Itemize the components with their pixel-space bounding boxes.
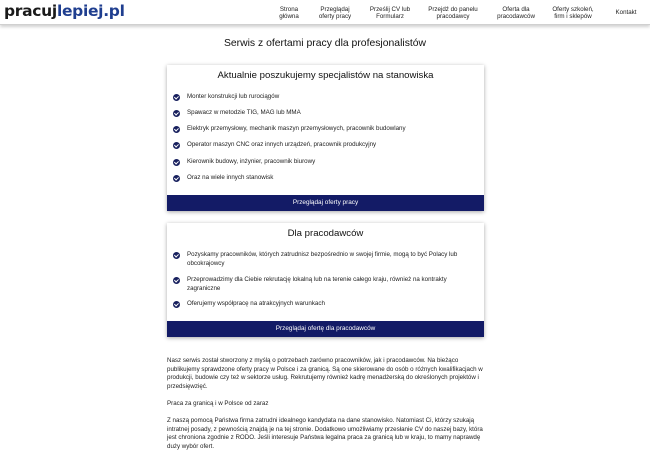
browse-jobs-button[interactable]: Przeglądaj oferty pracy [167, 195, 484, 211]
nav-home-line1: Strona [279, 6, 299, 13]
detail-paragraph: Z naszą pomocą Państwa firma zatrudni idealnego kandydata na dane stanowisko. Natomiast Ci, którzy szukają intratnej posady, z pewnością znajdą je na tej stronie. Dodatkowo umożliwiamy przesłanie CV do naszej bazy, która jest chroniona zgodnie z RODO. Jeśli interesuje Państwa legalna praca za granicą lub w kraju, to mamy naprawdę duży wybór ofert. [167, 417, 483, 450]
site-logo[interactable] [4, 2, 125, 20]
nav-employer-panel-line1: Przejdź do panelu [428, 6, 478, 13]
check-circle-icon [173, 277, 180, 284]
check-circle-icon [173, 301, 180, 308]
check-circle-icon [173, 142, 180, 149]
list-item-text: Operator maszyn CNC oraz innych urządzeń, pracownik produkcyjny [187, 141, 377, 148]
list-item-text: Elektryk przemysłowy, mechanik maszyn przemysłowych, pracownik budowlany [187, 125, 406, 132]
employer-offer-button[interactable]: Przeglądaj ofertę dla pracodawców [167, 321, 484, 337]
list-item-text: Pozyskamy pracowników, których zatrudnisz bezpośrednio w swojej firmie, mogą to być Polacy lub obcokrajowcy [187, 251, 458, 267]
check-circle-icon [173, 175, 180, 182]
list-item-text: Oraz na wiele innych stanowisk [187, 174, 274, 181]
section-subheading: Praca za granicą i w Polsce od zaraz [167, 400, 269, 407]
check-circle-icon [173, 159, 180, 166]
nav-browse-jobs[interactable] [312, 6, 358, 20]
nav-employer-offer-line1: Oferta dla [502, 6, 530, 13]
nav-employer-offer[interactable] [492, 6, 540, 20]
specialists-card [167, 65, 484, 211]
check-circle-icon [173, 126, 180, 133]
nav-home[interactable] [270, 6, 308, 20]
list-item-text: Spawacz w metodzie TIG, MAG lub MMA [187, 109, 301, 116]
nav-send-cv[interactable] [364, 6, 416, 20]
list-item-text: Kierownik budowy, inżynier, pracownik biurowy [187, 158, 316, 165]
nav-send-cv-line1: Prześlij CV lub [369, 6, 411, 13]
nav-home-line2: główna [279, 13, 299, 20]
nav-training-offers-line1: Oferty szkoleń, [552, 6, 594, 13]
check-circle-icon [173, 94, 180, 101]
list-item-text: Oferujemy współpracę na atrakcyjnych warunkach [187, 300, 325, 307]
logo-text-blue: lepiej.pl [56, 2, 125, 20]
nav-send-cv-line2: Formularz [376, 13, 404, 20]
nav-training-offers[interactable] [548, 6, 598, 20]
nav-contact-line1: Kontakt [615, 9, 637, 16]
nav-employer-offer-line2: pracodawców [497, 13, 535, 20]
nav-employer-panel[interactable] [422, 6, 484, 20]
list-item-text: Monter konstrukcji lub rurociągów [187, 93, 280, 100]
nav-browse-jobs-line1: Przeglądaj [320, 6, 350, 13]
nav-browse-jobs-line2: oferty pracy [318, 13, 352, 20]
intro-paragraph: Nasz serwis został stworzony z myślą o potrzebach zarówno pracowników, jak i pracodawców. Na bieżąco publikujemy sprawdzone oferty pracy w Polsce i za granicą. Są one skierowane do osób o różnych kwalifikacjach w produkcji, budowie czy też w sektorze usług. Rekrutujemy również kadrę menadżerską do określonych projektów i przedsięwzięć. [167, 357, 483, 390]
check-circle-icon [173, 252, 180, 259]
logo-text-dark: pracuj [4, 2, 57, 20]
nav-training-offers-line2: firm i sklepów [554, 13, 592, 20]
page-title: Serwis z ofertami pracy dla profesjonalistów [223, 38, 427, 49]
employers-card [167, 223, 484, 337]
specialists-card-title: Aktualnie poszukujemy specjalistów na stanowiska [217, 70, 434, 81]
site-header [0, 0, 650, 25]
nav-employer-panel-line2: pracodawcy [436, 13, 470, 20]
employers-card-title: Dla pracodawców [287, 228, 364, 239]
check-circle-icon [173, 110, 180, 117]
nav-contact[interactable] [610, 9, 642, 16]
list-item-text: Przeprowadzimy dla Ciebie rekrutację lokalną lub na terenie całego kraju, również na kontrakty zagraniczne [187, 276, 447, 292]
